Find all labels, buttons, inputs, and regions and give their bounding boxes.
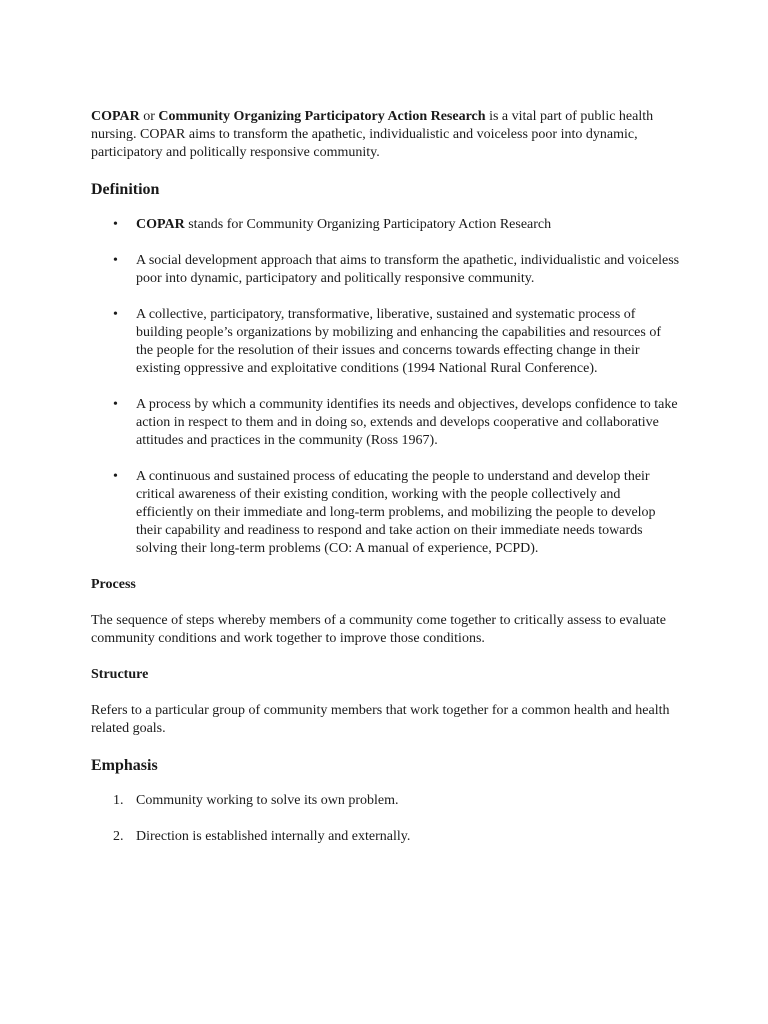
list-number: 1. bbox=[113, 793, 124, 808]
document-page bbox=[91, 108, 681, 864]
list-item bbox=[91, 828, 681, 846]
list-item bbox=[91, 396, 681, 450]
intro-paragraph bbox=[91, 108, 681, 162]
structure-text: Refers to a particular group of community members that work together for a common health and health related goals. bbox=[91, 703, 670, 736]
process-text: The sequence of steps whereby members of a community come together to critically assess to evaluate community conditions and work together to improve those conditions. bbox=[91, 613, 666, 646]
bullet-icon: • bbox=[113, 253, 118, 268]
intro-term-full: Community Organizing Participatory Action Research bbox=[158, 109, 486, 124]
emphasis-heading: Emphasis bbox=[91, 757, 158, 774]
emphasis-item-text: Community working to solve its own problem. bbox=[136, 793, 399, 808]
list-item bbox=[91, 252, 681, 288]
list-item bbox=[91, 216, 681, 234]
structure-heading: Structure bbox=[91, 667, 149, 682]
bullet-icon: • bbox=[113, 397, 118, 412]
intro-rest: is a vital part of public health nursing. COPAR aims to transform the apathetic, individualistic and voiceless poor into dynamic, participatory and politically responsive community. bbox=[91, 109, 654, 160]
list-item bbox=[91, 468, 681, 558]
definition-item-text: A process by which a community identifies its needs and objectives, develops confidence to take action in respect to them and in doing so, extends and develops cooperative and collaborative attitudes and practices in the community (Ross 1967). bbox=[136, 397, 678, 448]
emphasis-list bbox=[91, 792, 681, 846]
definition-item-text: A collective, participatory, transformative, liberative, sustained and systematic process of building people’s organizations by mobilizing and enhancing the capabilities and resources of the people for the resolution of their issues and concerns towards effecting change in their existing oppressive and exploitative conditions (1994 National Rural Conference). bbox=[136, 307, 661, 376]
bullet-icon: • bbox=[113, 469, 118, 484]
bullet-icon: • bbox=[113, 307, 118, 322]
process-heading: Process bbox=[91, 577, 136, 592]
bullet-icon: • bbox=[113, 217, 118, 232]
list-number: 2. bbox=[113, 829, 124, 844]
definition-item-text: A social development approach that aims to transform the apathetic, individualistic and voiceless poor into dynamic, participatory and politically responsive community. bbox=[136, 253, 680, 286]
definition-list bbox=[91, 216, 681, 558]
definition-item-text: stands for Community Organizing Participatory Action Research bbox=[184, 217, 552, 232]
definition-heading: Definition bbox=[91, 181, 160, 198]
list-item bbox=[91, 306, 681, 378]
emphasis-item-text: Direction is established internally and externally. bbox=[136, 829, 411, 844]
definition-item-bold: COPAR bbox=[136, 217, 185, 232]
definition-item-text: A continuous and sustained process of educating the people to understand and develop their critical awareness of their existing condition, working with the people collectively and efficiently on their immediate and long-term problems, and mobilizing the people to develop their capability and readiness to respond and take action on their immediate needs towards solving their long-term problems (CO: A manual of experience, PCPD). bbox=[136, 469, 656, 556]
list-item bbox=[91, 792, 681, 810]
intro-term-copar: COPAR bbox=[91, 109, 140, 124]
intro-or: or bbox=[139, 109, 159, 124]
